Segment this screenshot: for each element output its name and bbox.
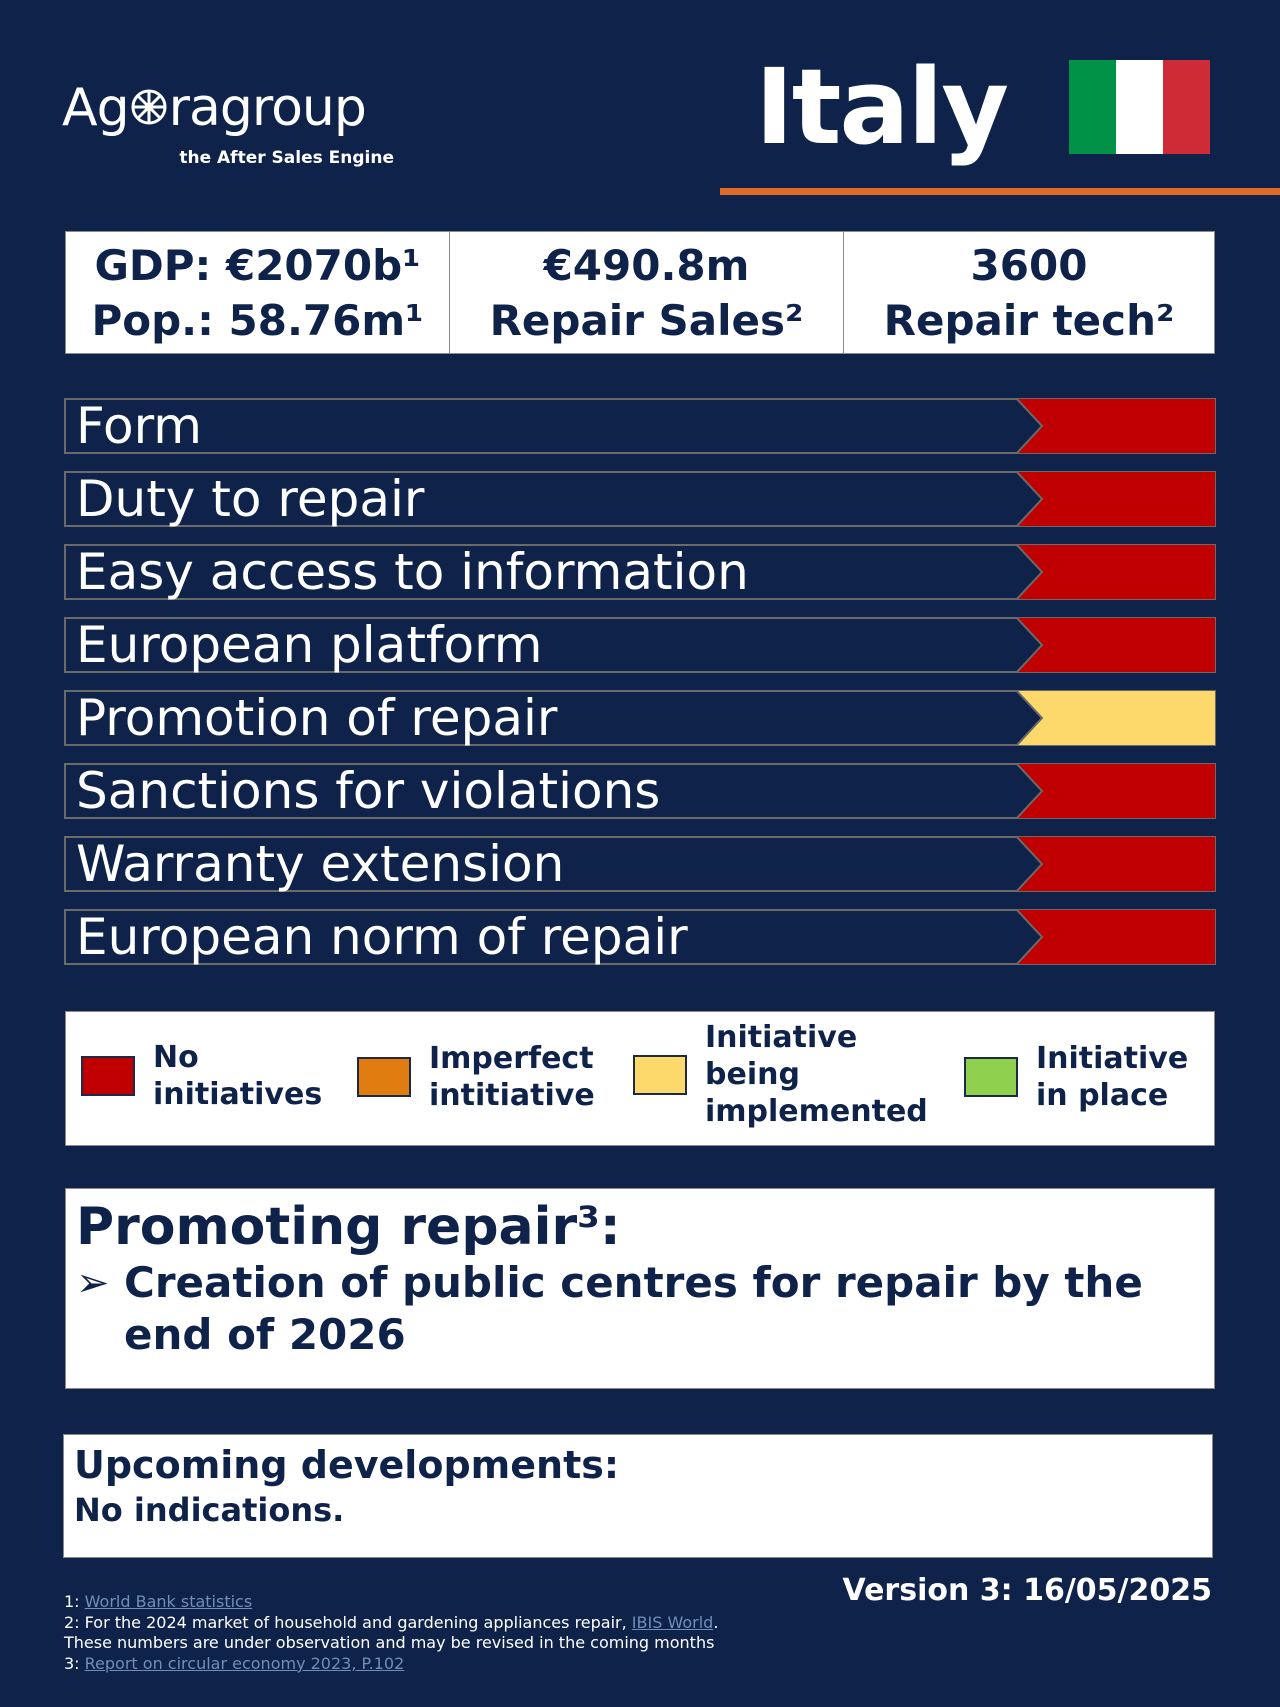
criteria-label: European norm of repair [76, 908, 688, 966]
promoting-repair-box [65, 1188, 1215, 1389]
legend-box [65, 1011, 1215, 1146]
criteria-row [64, 471, 1216, 527]
stat-tech-label: Repair tech² [883, 295, 1175, 345]
status-indicator [1016, 763, 1216, 819]
criteria-label: Sanctions for violations [76, 762, 661, 820]
criteria-row [64, 690, 1216, 746]
world-bank-link[interactable]: World Bank statistics [84, 1592, 253, 1611]
criteria-row [64, 836, 1216, 892]
flag-stripe-green [1069, 60, 1116, 154]
stat-gdp: GDP: €2070b¹ [94, 240, 421, 290]
status-indicator [1016, 836, 1216, 892]
criteria-list [64, 398, 1216, 982]
footnote-2-note: These numbers are under observation and may be revised in the coming months [64, 1633, 715, 1652]
legend-item-imperfect [357, 1040, 595, 1114]
legend-swatch [633, 1055, 687, 1095]
stat-sales-value: €490.8m [543, 240, 750, 290]
legend-swatch [357, 1057, 411, 1097]
criteria-row [64, 544, 1216, 600]
upcoming-title: Upcoming developments: [74, 1443, 620, 1487]
agoragroup-logo [62, 78, 402, 178]
stat-repair-sales [450, 232, 844, 353]
footnote-2: 2: For the 2024 market of household and gardening appliances repair, IBIS World. [64, 1612, 719, 1632]
criteria-label: Easy access to information [76, 543, 749, 601]
status-indicator [1016, 690, 1216, 746]
stat-repair-tech [844, 232, 1214, 353]
circular-economy-report-link[interactable]: Report on circular economy 2023, P.102 [84, 1653, 405, 1673]
criteria-label: Warranty extension [76, 835, 565, 893]
promoting-bullet [76, 1257, 1206, 1361]
legend-swatch [81, 1056, 135, 1096]
logo-tagline: the After Sales Engine [179, 148, 394, 168]
criteria-row [64, 909, 1216, 965]
promoting-bullet-text: Creation of public centres for repair by the end of 2026 [124, 1258, 1143, 1359]
stats-box [65, 231, 1215, 354]
stat-sales-label: Repair Sales² [489, 295, 804, 345]
criteria-row [64, 398, 1216, 454]
upcoming-text: No indications. [74, 1491, 345, 1529]
status-indicator [1016, 471, 1216, 527]
criteria-label: Duty to repair [76, 470, 425, 528]
wheel-icon [129, 87, 169, 127]
footnote-3: 3: Report on circular economy 2023, P.102 [64, 1653, 405, 1673]
footnotes [64, 1592, 718, 1674]
stat-tech-value: 3600 [970, 240, 1088, 290]
criteria-label: European platform [76, 616, 543, 674]
legend-label: No initiatives [153, 1040, 323, 1112]
legend-label: Initiative being implemented [705, 1020, 928, 1129]
legend-item-in-place [964, 1040, 1188, 1114]
promoting-title: Promoting repair³: [76, 1197, 621, 1257]
version-label: Version 3: 16/05/2025 [842, 1573, 1212, 1608]
legend-label: Imperfect intitiative [429, 1041, 595, 1113]
status-indicator [1016, 617, 1216, 673]
legend-item-being-implemented [633, 1019, 928, 1130]
status-indicator [1016, 544, 1216, 600]
ibis-world-link[interactable]: IBIS World [631, 1612, 714, 1632]
legend-item-no-initiatives [81, 1039, 322, 1113]
page-title: Italy [755, 46, 1008, 168]
legend-swatch [964, 1057, 1018, 1097]
status-indicator [1016, 398, 1216, 454]
flag-stripe-red [1163, 60, 1210, 154]
stat-pop: Pop.: 58.76m¹ [91, 295, 424, 345]
status-indicator [1016, 909, 1216, 965]
arrow-bullet-icon: ➢ [76, 1260, 110, 1306]
criteria-row [64, 617, 1216, 673]
stat-gdp-pop [66, 232, 450, 353]
upcoming-box [63, 1434, 1213, 1558]
logo-wordmark: Ag ragroup [62, 78, 366, 138]
criteria-row [64, 763, 1216, 819]
title-underline [720, 188, 1280, 195]
criteria-label: Promotion of repair [76, 689, 558, 747]
legend-label: Initiative in place [1036, 1041, 1189, 1113]
footnote-1: 1: World Bank statistics [64, 1592, 253, 1611]
criteria-label: Form [76, 397, 202, 455]
flag-stripe-white [1116, 60, 1163, 154]
italy-flag-icon [1069, 60, 1210, 154]
